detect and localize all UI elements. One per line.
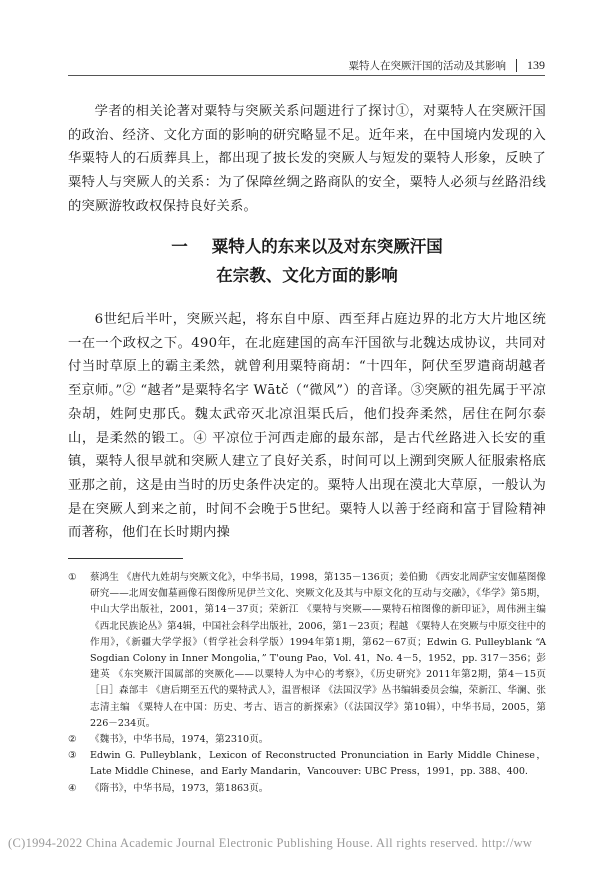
footnote-2: [68, 732, 546, 748]
paragraph-text: 6世纪后半叶，突厥兴起，将东自中原、西至拜占庭边界的北方大片地区统一在一个政权之下。490年，在北庭建国的高车汗国欲与北魏达成协议，共同对付当时草原上的霸主柔然，就曾利用粟特商胡：“十四年，阿伏至罗遣商胡越者至京师。”② “越者”是粟特名字 Wātč（“微风”）的音译。③突厥的祖先属于平凉杂胡，姓阿史那氏。魏太武帝灭北凉沮渠氏后，他们投奔柔然，居住在阿尔泰山，是柔然的锻工。④ 平凉位于河西走廊的最东部，是古代丝路进入长安的重镇，粟特人很早就和突厥人建立了良好关系，时间可以上溯到突厥人征服索格底亚那之前，这是由当时的历史条件决定的。粟特人出现在漠北大草原，一般认为是在突厥人到来之前，时间不会晚于5世纪。粟特人以善于经商和富于冒险精神而著称，他们在长时期内操: [68, 312, 546, 541]
footnote-1: [68, 570, 546, 732]
copyright-watermark: (C)1994-2022 China Academic Journal Electronic Publishing House. All rights reserved. http://ww: [8, 836, 533, 850]
header-divider: [516, 59, 517, 72]
footnotes: [68, 570, 546, 797]
page-number: 139: [527, 58, 545, 72]
body-paragraph-2: [68, 308, 546, 545]
section-heading-line-1: [68, 232, 546, 261]
footnote-3: [68, 748, 546, 780]
running-header: [349, 58, 546, 73]
footnote-mark: ③: [68, 750, 77, 762]
body-paragraph-1: [68, 100, 546, 219]
footnote-text: 蔡鸿生 《唐代九姓胡与突厥文化》，中华书局，1998，第135－136页；姜伯勤 《西安北周萨宝安伽墓图像研究——北周安伽墓画像石图像所见伊兰文化、突厥文化及其与中原文化的互动与交融》，《华学》第5期，中山大学出版社，2001，第14－37页；荣新江 《粟特与突厥——粟特石棺图像的新印证》，周伟洲主编 《西北民族论丛》第4辑，中国社会科学出版社，2006，第1－23页；程越 《粟特人在突厥与中原交往中的作用》，《新疆大学学报》（哲学社会科学版）1994年第1期，第62－67页；Edwin G. Pulleyblank “A Sogdian Colony in Inner Mongolia，” T'oung Pao，Vol. 41，No. 4－5，1952，pp. 317－356；彭建英 《东突厥汗国属部的突厥化——以粟特人为中心的考察》，《历史研究》2011年第2期，第4－15页 ［日］森部丰 《唐后期至五代的粟特武人》，温晋根译 《法国汉学》丛书编辑委员会编，荣新江、华澜、张志清主编 《粟特人在中国：历史、考古、语言的新探索》（《法国汉学》第10辑），中华书局，2005，第226－234页。: [90, 572, 546, 729]
header-rule: [68, 75, 545, 76]
footnote-mark: ②: [68, 734, 77, 746]
footnote-text: 《魏书》，中华书局，1974，第2310页。: [90, 734, 269, 746]
paragraph-text: 学者的相关论著对粟特与突厥关系问题进行了探讨①，对粟特人在突厥汗国的政治、经济、文化方面的影响的研究略显不足。近年来，在中国境内发现的入华粟特人的石质葬具上，都出现了披长发的突厥人与短发的粟特人形象，反映了粟特人与突厥人的关系：为了保障丝绸之路商队的安全，粟特人必须与丝路沿线的突厥游牧政权保持良好关系。: [68, 104, 546, 214]
footnote-separator: [68, 558, 183, 559]
running-title: 粟特人在突厥汗国的活动及其影响: [348, 60, 506, 72]
footnote-text: Edwin G. Pulleyblank，Lexicon of Reconstructed Pronunciation in Early Middle Chinese，Late Middle Chinese，and Early Mandarin，Vancouver: UBC Press，1991，pp. 388、400.: [90, 750, 546, 778]
footnote-text: 《隋书》，中华书局，1973，第1863页。: [90, 782, 269, 794]
footnote-mark: ①: [68, 572, 77, 583]
footnote-4: [68, 781, 546, 797]
section-number: 一: [171, 237, 188, 256]
section-title-line-2: 在宗教、文化方面的影响: [216, 266, 398, 285]
section-title-line-1: 粟特人的东来以及对东突厥汗国: [211, 237, 443, 256]
section-heading: [68, 232, 546, 290]
footnote-mark: ④: [68, 782, 77, 794]
